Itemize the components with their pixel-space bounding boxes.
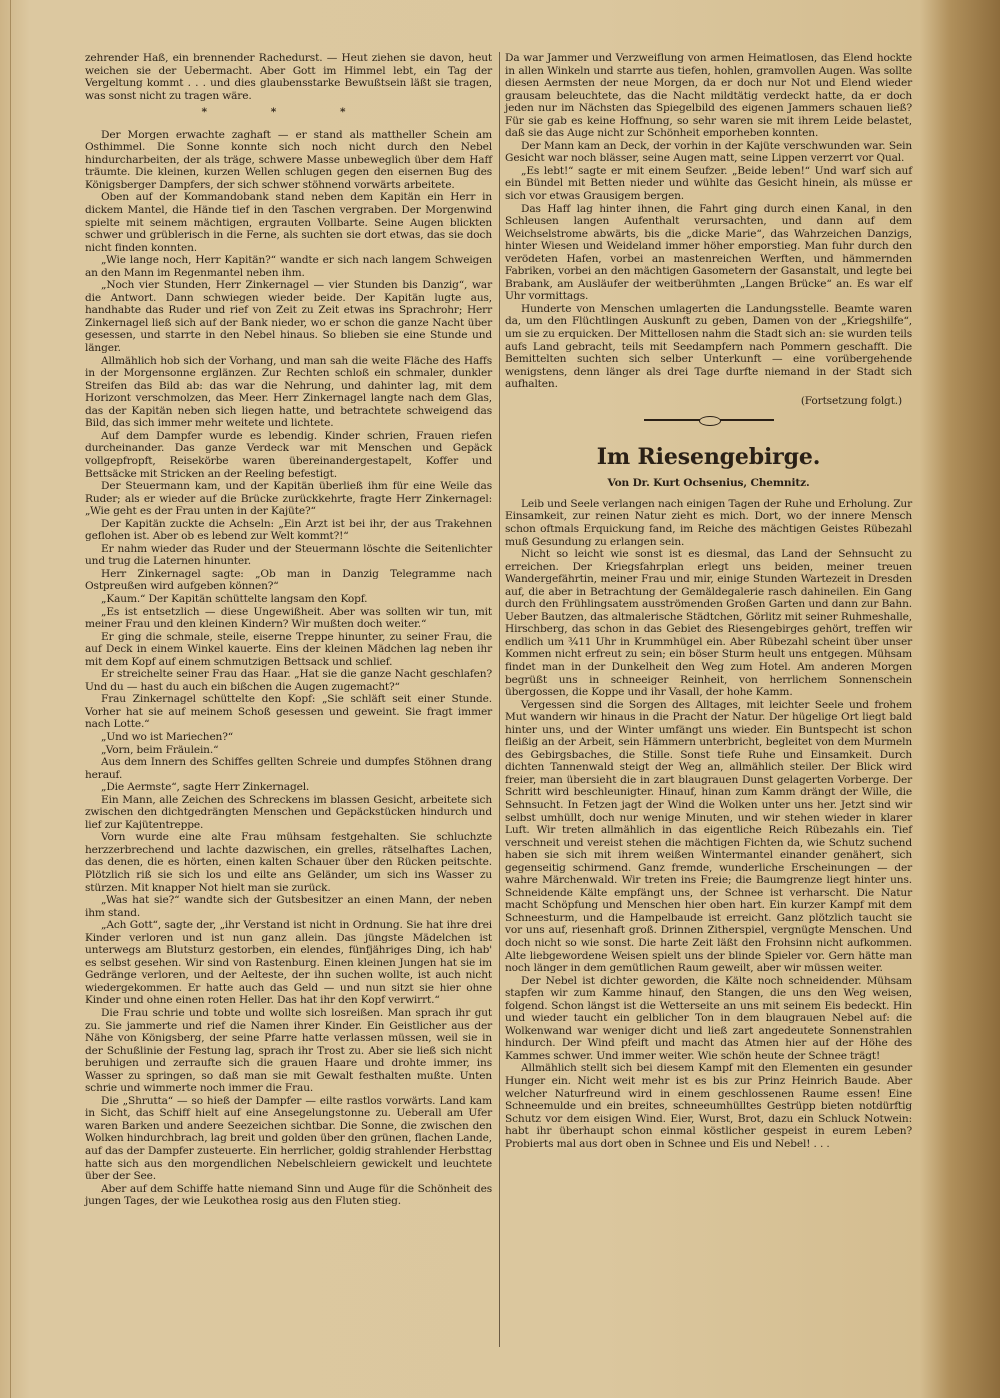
paragraph: Der Nebel ist dichter geworden, die Kälte noch schneidender. Mühsam stapfen wir zum Kamme hinauf, den Stangen, die uns den Weg weisen, folgend. Schon längst ist die Wetterseite an uns mit seinem Eis bedeckt. Hin und wieder taucht ein gelblicher Ton in dem blaugrauen Nebel auf: die Wolkenwand war weniger dicht und ließ zart angedeutete Sonnenstrahlen hindurch. Der Wind pfeift und macht das Atmen hier auf der Höhe des Kammes schwer. Und immer weiter. Wie schön heute der Schnee trägt! [505,974,912,1062]
paragraph: Frau Zinkernagel schüttelte den Kopf: „Sie schläft seit einer Stunde. Vorher hat sie auf meinem Schoß gesessen und geweint. Sie fragt immer nach Lotte.“ [85,693,492,731]
paragraph: „Was hat sie?“ wandte sich der Gutsbesitzer an einen Mann, der neben ihm stand. [85,894,492,919]
paragraph: Vergessen sind die Sorgen des Alltages, mit leichter Seele und frohem Mut wandern wir hinaus in die Pracht der Natur. Der hügelige Ort liegt bald hinter uns, und der Winter umfängt uns wieder. Ein Buntspecht ist schon fleißig an der Arbeit, sein Hämmern unterbricht, begleitet von dem Murmeln des Gebirgsbaches, die Stille. Sonst tiefe Ruhe und Einsamkeit. Durch dichten Tannenwald steigt der Weg an, allmählich steiler. Der Blick wird freier, man übersieht die in zart blaugrauen Dunst gelagerten Vorberge. Der Schritt wird beschleunigter. Hinauf, hinan zum Kamm drängt der Wille, die Sehnsucht. In Fetzen jagt der Wind die Wolken unter uns her. Jetzt sind wir selbst umhüllt, doch nur wenige Minuten, und wir stehen wieder in klarer Luft. Wir treten allmählich in das eigentliche Reich Rübezahls ein. Tief verschneit und vereist stehen die mächtigen Fichten da, wie Schutz suchend haben sie sich mit ihrem weißen Wintermantel einander genähert, sich gegenseitig schirmend. Ganz fremde, wunderliche Erscheinungen — der wahre Märchenwald. Wir treten ins Freie; die Baumgrenze liegt hinter uns. Schneidende Kälte empfängt uns, der Schnee ist verharscht. Die Natur macht Schöpfung und Menschen hier oben hart. Ein kurzer Kampf mit dem Schneesturm, und die Hampelbaude ist erreicht. Ganz plötzlich taucht sie vor uns auf, riesenhaft groß. Drinnen Zitherspiel, vergnügte Menschen. Und doch nicht so wie sonst. Die harte Zeit läßt den Frohsinn nicht aufkommen. Alte liebgewordene Weisen spielt uns der blinde Spieler vor. Gern hätte man noch länger in dem gemütlichen Raum geweilt, aber wir müssen weiter. [505,698,912,975]
paragraph: Nicht so leicht wie sonst ist es diesmal, das Land der Sehnsucht zu erreichen. Der Kriegsfahrplan erlegt uns beiden, meiner treuen Wandergefährtin, meiner Frau und mir, einige Stunden Wartezeit in Dresden auf, die aber in Betrachtung der Gemäldegalerie rasch dahineilen. Ein Gang durch den Frühlingsatem ausströmenden Großen Garten und dann zur Bahn. Ueber Bautzen, das altmalerische Städtchen, Görlitz mit seiner Ruhmeshalle, Hirschberg, das schon in das Gebiet des Riesengebirges gehört, treffen wir endlich um ¾11 Uhr in Krummhügel ein. Aber Rübezahl scheint über unser Kommen nicht erfreut zu sein; ein böser Sturm heult uns entgegen. Mühsam findet man in der Dunkelheit den Weg zum Hotel. Am anderen Morgen begrüßt uns in schneeiger Reinheit, von herrlichem Sonnenschein übergossen, die Koppe und ihr Vasall, der hohe Kamm. [505,548,912,699]
paragraph: Oben auf der Kommandobank stand neben dem Kapitän ein Herr in dickem Mantel, die Hände tief in den Taschen vergraben. Der Morgenwind spielte mit seinem mächtigen, ergrauten Vollbarte. Seine Augen blickten schwer und grüblerisch in die Ferne, als suchten sie dort etwas, das sie doch nicht finden konnten. [85,191,492,254]
paragraph: Das Haff lag hinter ihnen, die Fahrt ging durch einen Kanal, in den Schleusen langen Aufenthalt verursachten, und dann auf dem Weichselstrome abwärts, bis die „dicke Marie“, das Wahrzeichen Danzigs, hinter Wiesen und Weideland immer höher emporstieg. Man fuhr durch den verödeten Hafen, vorbei an mastenreichen Werften, und hämmernden Fabriken, vorbei an den mächtigen Gasometern der Gasanstalt, und legte bei Brabank, am Ausläufer der weitberühmten „Langen Brücke“ an. Es war elf Uhr vormittags. [505,202,912,303]
article-body [505,498,912,1150]
paragraph: Vorn wurde eine alte Frau mühsam festgehalten. Sie schluchzte herzzerbrechend und lachte dazwischen, ein grelles, rätselhaftes Lachen, das denen, die es hörten, einen kalten Schauer über den Rücken peitschte. Plötzlich riß sie sich los und eilte ans Geländer, um sich ins Wasser zu stürzen. Mit knapper Not hielt man sie zurück. [85,831,492,894]
article-title: Im Riesengebirge. [596,444,821,471]
paragraph: Er streichelte seiner Frau das Haar. „Hat sie die ganze Nacht geschlafen? Und du — hast du auch ein bißchen die Augen zugemacht?“ [85,668,492,693]
paragraph: Die „Shrutta“ — so hieß der Dampfer — eilte rastlos vorwärts. Land kam in Sicht, das Schiff hielt auf eine Ansegelungstonne zu. Ueberall am Ufer waren Barken und andere Seezeichen sichtbar. Die Sonne, die zwischen den Wolken hindurchbrach, lag breit und golden über den grünen, flachen Lande, auf das der Dampfer zusteuerte. Ein herrlicher, goldig strahlender Herbsttag hatte sich aus den morgendlichen Nebelschleiern gewickelt und leuchtete über der See. [85,1094,492,1183]
paragraph: Der Morgen erwachte zaghaft — er stand als mattheller Schein am Osthimmel. Die Sonne konnte sich noch nicht durch den Nebel hindurcharbeiten, der als träge, schwere Masse unbeweglich über dem Haff träumte. Die kleinen, kurzen Wellen schlugen gegen den eisernen Bug des Königsberger Dampfers, der sich schwer stöhnend vorwärts arbeitete. [85,128,492,191]
serial-story-body [85,129,492,1208]
paragraph: Leib und Seele verlangen nach einigen Tagen der Ruhe und Erholung. Zur Einsamkeit, zur reinen Natur zieht es mich. Dort, wo der innere Mensch schon oftmals Erquickung fand, im Reiche des mächtigen Geistes Rübezahl muß Gesundung zu erlangen sein. [505,497,912,548]
paragraph: Der Kapitän zuckte die Achseln: „Ein Arzt ist bei ihr, der aus Trakehnen geflohen ist. Aber ob es lebend zur Welt kommt?!“ [85,517,492,543]
paragraph: „Es ist entsetzlich — diese Ungewißheit. Aber was sollten wir tun, mit meiner Frau und den kleinen Kindern? Wir mußten doch weiter.“ [85,605,492,631]
paragraph: Herr Zinkernagel sagte: „Ob man in Danzig Telegramme nach Ostpreußen wird aufgeben können?“ [85,567,492,593]
ornamental-divider [644,419,774,421]
paragraph: Der Mann kam an Deck, der vorhin in der Kajüte verschwunden war. Sein Gesicht war noch blässer, seine Augen matt, seine Lippen verzerrt vor Qual. [505,139,912,165]
paragraph: Auf dem Dampfer wurde es lebendig. Kinder schrien, Frauen riefen durcheinander. Das ganze Verdeck war mit Menschen und Gepäck vollgepfropft, Reisekörbe waren übereinandergestapelt, Koffer und Bettsäcke mit Stricken an der Reeling befestigt. [85,429,492,480]
paragraph: „Noch vier Stunden, Herr Zinkernagel — vier Stunden bis Danzig“, war die Antwort. Dann schwiegen wieder beide. Der Kapitän lugte aus, handhabte das Ruder und rief von Zeit zu Zeit etwas ins Sprachrohr; Herr Zinkernagel ließ sich auf der Bank nieder, wo er schon die ganze Nacht über gesessen, und starrte in den Nebel hinaus. So blieben sie eine Stunde und länger. [85,279,492,355]
serial-story-body [505,140,912,391]
serial-paragraph: Da war Jammer und Verzweiflung von armen Heimatlosen, das Elend hockte in allen Winkeln und starrte aus tiefen, hohlen, gramvollen Augen. Was sollte diesen Aermsten der neue Morgen, da er doch nur Not und Elend wieder grausam beleuchtete, das die Nacht mildtätig verdeckt hatte, da er doch jeden nur im Nächsten das Spiegelbild des eigenen Jammers schauen ließ? Für sie gab es keine Hoffnung, so sehr waren sie mit ihrem Leide belastet, daß sie das Auge nicht zur Schönheit emporheben konnten. [505,52,912,140]
page-edge-line [10,0,11,1398]
paragraph: Aber auf dem Schiffe hatte niemand Sinn und Auge für die Schönheit des jungen Tages, der wie Leukothea rosig aus den Fluten stieg. [85,1182,492,1208]
paragraph: Allmählich hob sich der Vorhang, und man sah die weite Fläche des Haffs in der Morgensonne erglänzen. Zur Rechten schloß ein schmaler, dunkler Streifen das Bild ab: das war die Nehrung, und dahinter lag, mit dem Horizont verschmolzen, das Meer. Herr Zinkernagel langte nach dem Glas, das der Kapitän neben sich liegen hatte, und betrachtete schweigend das Bild, das sich immer mehr weitete und lichtete. [85,354,492,430]
paragraph: Hunderte von Menschen umlagerten die Landungsstelle. Beamte waren da, um den Flüchtlingen Auskunft zu geben, Damen von der „Kriegshilfe“, um sie zu erquicken. Der Mittellosen nahm die Stadt sich an: sie wurden teils aufs Land gebracht, teils mit Seedampfern nach Pommern geschafft. Die Bemittelten suchten sich selber Unterkunft — eine vorübergehende wenigstens, denn länger als drei Tage durfte niemand in der Stadt sich aufhalten. [505,302,912,391]
continued-note: (Fortsetzung folgt.) [800,394,902,407]
paragraph: Die Frau schrie und tobte und wollte sich losreißen. Man sprach ihr gut zu. Sie jammerte und rief die Namen ihrer Kinder. Ein Geistlicher aus der Nähe von Königsberg, der seine Pfarre hatte verlassen müssen, weil sie in der Schußlinie der Festung lag, sprach ihr Trost zu. Aber sie ließ sich nicht beruhigen und zerraufte sich die grauen Haare und drohte immer, ins Wasser zu springen, so daß man sie mit Gewalt festhalten mußte. Unten schrie und wimmerte noch immer die Frau. [85,1007,492,1095]
column-rule [499,52,500,1347]
paragraph: Der Steuermann kam, und der Kapitän überließ ihm für eine Weile das Ruder; als er wieder auf die Brücke zurückkehrte, fragte Herr Zinkernagel: „Wie geht es der Frau unten in der Kajüte?“ [85,480,492,518]
right-column [505,52,912,1150]
paragraph: Er nahm wieder das Ruder und der Steuermann löschte die Seitenlichter und trug die Laternen hinunter. [85,542,492,568]
paragraph: Er ging die schmale, steile, eiserne Treppe hinunter, zu seiner Frau, die auf Deck in einem Winkel kauerte. Eins der kleinen Mädchen lag neben ihr mit dem Kopf auf einem schmutzigen Bettsack und schlief. [85,630,492,668]
article-byline: Von Dr. Kurt Ochsenius, Chemnitz. [607,477,810,490]
paragraph: „Und wo ist Mariechen?“ [101,730,234,743]
paragraph: Ein Mann, alle Zeichen des Schreckens im blassen Gesicht, arbeitete sich zwischen den dichtgedrängten Menschen und Gepäckstücken hindurch und lief zur Kajütentreppe. [85,793,492,831]
paragraph: Aus dem Innern des Schiffes gellten Schreie und dumpfes Stöhnen drang herauf. [85,756,492,781]
paragraph: „Vorn, beim Fräulein.“ [101,743,219,756]
paragraph: „Kaum.“ Der Kapitän schüttelte langsam den Kopf. [101,592,368,605]
paragraph: „Die Aermste“, sagte Herr Zinkernagel. [101,781,310,794]
section-break-stars: * * * [201,106,376,119]
paragraph: Allmählich stellt sich bei diesem Kampf mit den Elementen ein gesunder Hunger ein. Nicht weit mehr ist es bis zur Prinz Heinrich Baude. Aber welcher Naturfreund wird in einem geschlossenen Raume essen! Eine Schneemulde und ein breites, schneeumhülltes Gestrüpp bieten notdürftig Schutz vor dem eisigen Wind. Eier, Wurst, Brot, dazu ein Schluck Notwein: habt ihr überhaupt schon einmal köstlicher gespeist in eurem Leben? Probierts mal aus dort oben in Schnee und Eis und Nebel! . . . [505,1062,912,1150]
serial-paragraph: zehrender Haß, ein brennender Rachedurst. — Heut ziehen sie davon, heut weichen sie der Uebermacht. Aber Gott im Himmel lebt, ein Tag der Vergeltung kommt . . . und dies glaubensstarke Bewußtsein läßt sie tragen, was sonst nicht zu tragen wäre. [85,52,492,102]
paragraph: „Wie lange noch, Herr Kapitän?“ wandte er sich nach langem Schweigen an den Mann im Regenmantel neben ihm. [85,254,492,279]
left-column [85,52,492,1208]
paragraph: „Es lebt!“ sagte er mit einem Seufzer. „Beide leben!“ Und warf sich auf ein Bündel mit Betten nieder und wühlte das Gesicht hinein, als müsse er sich vor etwas Grausigem bergen. [505,164,912,203]
paragraph: „Ach Gott“, sagte der, „ihr Verstand ist nicht in Ordnung. Sie hat ihre drei Kinder verloren und ist nun ganz allein. Das jüngste Mädelchen ist unterwegs am Blutsturz gestorben, ein elendes, fünfjähriges Ding, ich hab' es selbst gesehen. Wir sind von Rastenburg. Einen kleinen Jungen hat sie im Gedränge verloren, und der Aelteste, der ihn suchen wollte, ist auch nicht wiedergekommen. Er hatte auch das Geld — und nun sitzt sie hier ohne Kinder und ohne einen roten Heller. Das hat ihr den Kopf verwirrt.“ [85,919,492,1007]
